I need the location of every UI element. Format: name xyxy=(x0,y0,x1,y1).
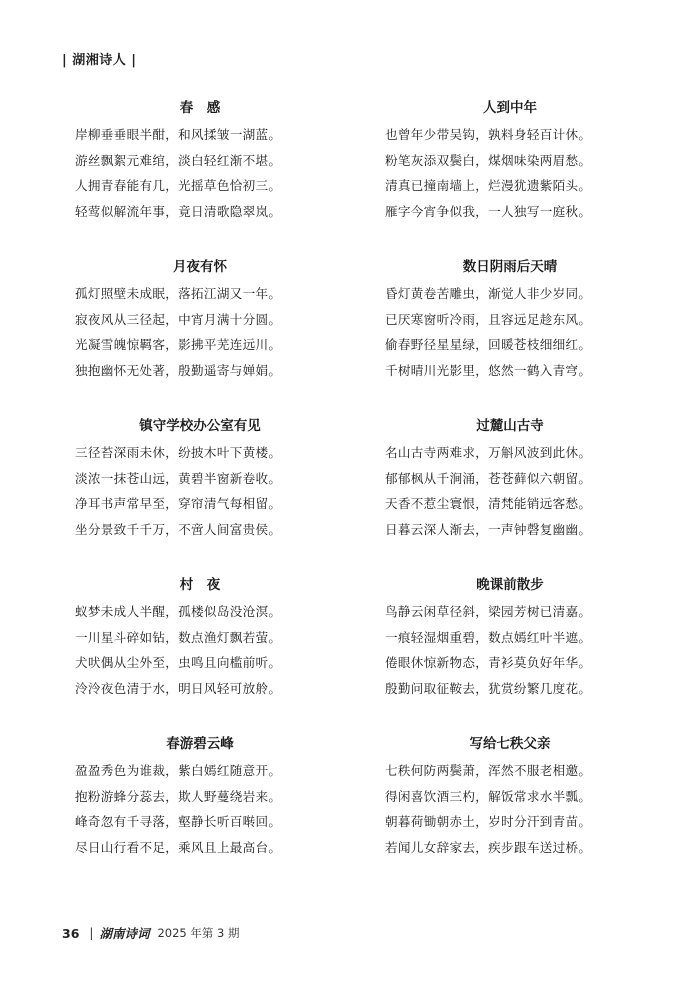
poem-line: 一川星斗碎如钻，数点渔灯飘若萤。 xyxy=(75,629,282,645)
poem-grid xyxy=(75,97,635,892)
poem-line: 已厌寒窗听冷雨，且容远足趁东风。 xyxy=(385,311,592,327)
poem xyxy=(75,97,325,256)
poem-line: 偷春野径星星绿，回暖苍枝细细红。 xyxy=(385,337,592,352)
poem-title: 村 夜 xyxy=(179,577,221,593)
poem-line: 名山古寺两难求，万斛风波到此休。 xyxy=(385,445,592,460)
poem xyxy=(385,97,635,256)
poem-line: 人拥青春能有几，光摇草色恰初三。 xyxy=(75,178,282,193)
poem xyxy=(75,733,325,892)
poem-line: 净耳书声常早至，穿帘清气每相留。 xyxy=(75,496,282,511)
poem xyxy=(385,733,635,892)
poem-line: 鸟静云闲草径斜，梁园芳树已清嘉。 xyxy=(385,604,592,619)
poem-line: 独抱幽怀无处著，殷勤遥寄与婵娟。 xyxy=(75,362,282,378)
poem-line: 也曾年少带吴钩，孰料身轻百计休。 xyxy=(385,127,592,142)
poem xyxy=(75,256,325,415)
poem-line: 天香不惹尘寰恨，清梵能销远客愁。 xyxy=(385,496,592,511)
poem-line: 泠泠夜色清于水，明日风轻可放舲。 xyxy=(75,680,282,696)
section-tag: | 湖湘诗人 | xyxy=(62,53,137,68)
poem-line: 寂夜风从三径起，中宵月满十分圆。 xyxy=(75,311,282,327)
poem-line: 殷勤问取征鞍去，犹赏纷繁几度花。 xyxy=(385,680,592,696)
poem-line: 尽日山行看不足，乘风且上最高台。 xyxy=(75,839,282,855)
poem-line: 得闲喜饮酒三杓，解饭常求水半瓢。 xyxy=(385,788,592,804)
journal-name: 湖南诗词 xyxy=(99,926,150,941)
footer-separator: | xyxy=(89,926,94,940)
poem-title: 镇守学校办公室有见 xyxy=(139,418,261,434)
poem-line: 清真已撞南墙上，烂漫犹遗紫陌头。 xyxy=(385,178,592,193)
poem-line: 孤灯照壁未成眠，落拓江湖又一年。 xyxy=(75,286,282,301)
poem-line: 轻莺似解流年事，竟日清歌隐翠岚。 xyxy=(75,203,282,219)
poem-line: 盈盈秀色为谁裁，紫白嫣红随意开。 xyxy=(75,763,282,778)
poem-title: 月夜有怀 xyxy=(173,259,227,275)
poem-line: 郁郁枫从千涧涌，苍苍藓似六朝留。 xyxy=(385,470,592,486)
poem-line: 千树晴川光影里，悠然一鹤入青穹。 xyxy=(385,362,592,378)
poem-line: 淡浓一抹苍山远，黄碧半窗新卷收。 xyxy=(75,470,282,486)
poem-title: 晚课前散步 xyxy=(476,577,544,593)
poem-line: 抱粉游蜂分蕊去，欺人野蔓绕岩来。 xyxy=(75,788,282,804)
poem-line: 七秩何防两鬓萧，浑然不服老相邀。 xyxy=(385,763,592,778)
poem-line: 倦眼休惊新物态，青衫莫负好年华。 xyxy=(385,655,592,670)
poem-line: 岸柳垂垂眼半酣，和风揉皱一湖蓝。 xyxy=(75,127,282,142)
poem-line: 粉笔灰添双鬓白，煤烟味染两眉愁。 xyxy=(385,152,592,168)
poem-line: 雁字今宵争似我，一人独写一庭秋。 xyxy=(385,203,592,219)
poem-line: 若闻儿女辞家去，疾步跟车送过桥。 xyxy=(385,839,592,855)
poem-title: 人到中年 xyxy=(483,100,537,116)
poem-line: 蚁梦未成人半醒，孤楼似岛没沧溟。 xyxy=(75,604,282,619)
poem-title: 春 感 xyxy=(179,100,221,116)
page-footer xyxy=(62,924,240,942)
poem-line: 犬吠偶从尘外至，虫鸣且向槛前听。 xyxy=(75,655,282,670)
poem-line: 光凝雪魄惊羁客，影拂平芜连远川。 xyxy=(75,337,282,352)
issue-label: 2025 年第 3 期 xyxy=(157,926,240,940)
poem-line: 朝暮荷锄朝赤土，岁时分汗到青苗。 xyxy=(385,814,592,829)
poem-title: 写给七秩父亲 xyxy=(469,736,551,752)
poem-line: 日暮云深人渐去，一声钟磬复幽幽。 xyxy=(385,521,592,537)
poem xyxy=(385,415,635,574)
page-number: 36 xyxy=(62,925,80,941)
poem xyxy=(75,415,325,574)
poem xyxy=(385,574,635,733)
poem-line: 昏灯黄卷苦雕虫，渐觉人非少岁同。 xyxy=(385,286,592,301)
poem-title: 过麓山古寺 xyxy=(476,418,544,434)
poem-line: 坐分景致千千万，不啻人间富贵侯。 xyxy=(75,521,282,537)
poem-line: 一痕轻湿烟重碧，数点嫣红叶半遮。 xyxy=(385,629,592,645)
poem xyxy=(385,256,635,415)
poem-line: 游丝飘絮元难绾，淡白轻红渐不堪。 xyxy=(75,152,282,168)
poem-line: 峰奇忽有千寻落，壑静长听百啭回。 xyxy=(75,814,282,829)
poem-title: 春游碧云峰 xyxy=(166,736,234,752)
poem-line: 三径苔深雨未休，纷披木叶下黄楼。 xyxy=(75,445,282,460)
poem-title: 数日阴雨后天晴 xyxy=(462,259,558,275)
poem xyxy=(75,574,325,733)
